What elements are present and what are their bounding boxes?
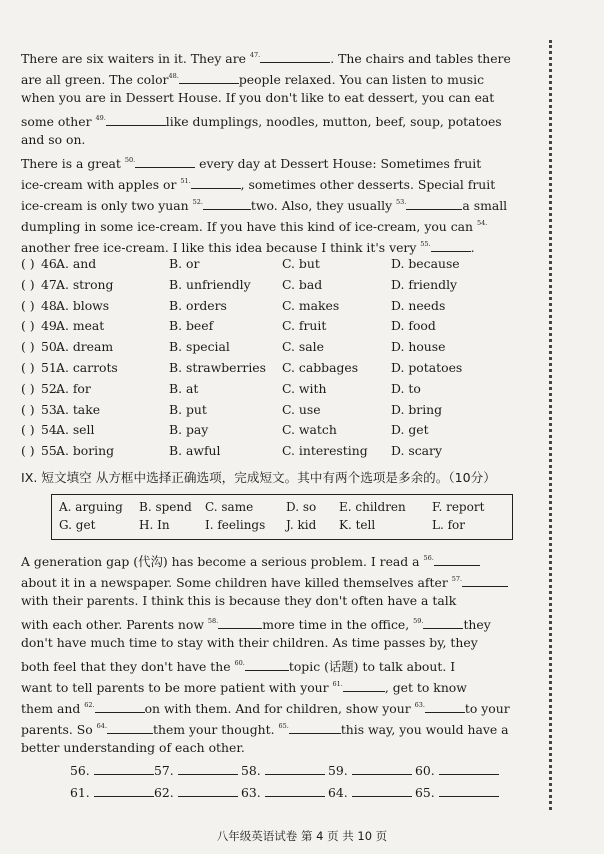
passage-text: There are six waiters in it. They are [21, 51, 250, 66]
passage-line [21, 66, 536, 87]
answer-item [154, 762, 238, 778]
option-c: C. makes [282, 297, 340, 313]
answer-blank[interactable] [425, 700, 465, 713]
passage-text: with their parents. I think this is because they don't often have a talk [21, 593, 457, 608]
answer-blank[interactable] [434, 553, 480, 566]
passage-line [21, 653, 536, 674]
answer-blank[interactable] [191, 176, 241, 189]
answer-paren[interactable]: ( ) [21, 443, 35, 459]
passage-text: . The chairs and tables there [330, 51, 511, 66]
passage-line [21, 45, 536, 66]
binding-line [549, 40, 552, 810]
passage-text: them and [21, 701, 85, 716]
passage-line [21, 129, 536, 150]
passage-text: and so on. [21, 132, 86, 147]
word-bank-option: A. arguing [59, 500, 123, 514]
passage-text: with each other. Parents now [21, 617, 208, 632]
blank-number: 50. [124, 156, 136, 164]
answer-paren[interactable]: ( ) [21, 401, 35, 417]
word-bank-option: E. children [339, 500, 406, 514]
option-d: D. friendly [391, 276, 458, 292]
blank-number: 55. [420, 240, 431, 248]
option-d: D. food [391, 318, 436, 334]
answer-line[interactable] [352, 784, 412, 797]
blank-number: 53. [396, 198, 407, 206]
option-d: D. house [391, 339, 446, 355]
answer-item [70, 784, 154, 800]
word-bank-option: F. report [432, 500, 485, 514]
answer-item [70, 762, 154, 778]
option-num: 54. [41, 422, 61, 438]
answer-line[interactable] [94, 762, 154, 775]
passage-line [21, 695, 536, 716]
answer-number: 62. [154, 785, 174, 800]
answer-paren[interactable]: ( ) [21, 359, 35, 375]
passage-line [21, 234, 536, 255]
answer-paren[interactable]: ( ) [21, 297, 35, 313]
answer-blank[interactable] [343, 679, 385, 692]
blank-number: 49. [95, 114, 106, 122]
passage-text: are all green. The color [21, 72, 169, 87]
passage-text: two. Also, they usually [250, 198, 397, 213]
option-d: D. to [391, 380, 421, 396]
answer-item [415, 784, 499, 800]
passage-line [21, 87, 536, 108]
answer-blank[interactable] [462, 574, 508, 587]
passage-text: parents. So [21, 722, 97, 737]
answer-item [241, 784, 325, 800]
answer-paren[interactable]: ( ) [21, 422, 35, 438]
option-c: C. interesting [282, 443, 368, 459]
word-bank-option: C. same [205, 500, 254, 514]
blank-number: 52. [192, 198, 203, 206]
blank-number: 64. [96, 722, 108, 730]
blank-number: 51. [180, 177, 191, 185]
option-b: B. pay [169, 422, 209, 438]
blank-number: 59. [413, 617, 424, 625]
word-bank-option: J. kid [286, 518, 317, 532]
word-bank-option: H. In [139, 518, 170, 532]
answer-blank[interactable] [260, 50, 330, 63]
passage-text: when you are in Dessert House. If you don't like to eat dessert, you can eat [21, 90, 495, 105]
passage-text: some other [21, 114, 96, 129]
answer-paren[interactable]: ( ) [21, 318, 35, 334]
answer-line[interactable] [178, 762, 238, 775]
passage-line [21, 569, 536, 590]
option-num: 51. [41, 359, 61, 375]
option-a: A. blows [56, 297, 110, 313]
passage-text: on with them. And for children, show your [144, 701, 415, 716]
option-b: B. awful [169, 443, 221, 459]
passage-line [21, 171, 536, 192]
option-b: B. at [169, 380, 199, 396]
answer-item [154, 784, 238, 800]
passage-dessert-house [21, 45, 536, 255]
blank-number: 54. [476, 219, 488, 227]
answer-blank[interactable] [203, 197, 251, 210]
passage-line [21, 108, 536, 129]
answer-line[interactable] [265, 784, 325, 797]
answer-paren[interactable]: ( ) [21, 256, 35, 271]
answer-item [415, 762, 499, 778]
option-c: C. use [282, 401, 321, 417]
option-c: C. but [282, 256, 320, 271]
option-d: D. potatoes [391, 359, 463, 375]
word-bank-option: I. feelings [205, 518, 266, 532]
answer-paren[interactable]: ( ) [21, 339, 35, 355]
answer-number: 61. [70, 785, 90, 800]
word-bank-box [51, 494, 513, 540]
answer-blank[interactable] [135, 155, 195, 168]
blank-number: 58. [207, 617, 219, 625]
passage-line [21, 716, 536, 737]
page-footer: 八年级英语试卷 第 4 页 共 10 页 [216, 829, 388, 843]
word-bank-option: G. get [59, 518, 96, 532]
answer-line[interactable] [178, 784, 238, 797]
option-b: B. strawberries [169, 359, 267, 375]
word-bank-option: B. spend [139, 500, 192, 514]
answer-blank[interactable] [95, 700, 145, 713]
option-num: 48. [41, 297, 61, 313]
option-num: 55. [41, 443, 61, 459]
option-b: B. special [169, 339, 230, 355]
answer-paren[interactable]: ( ) [21, 380, 35, 396]
passage-line [21, 213, 536, 234]
blank-number: 63. [414, 701, 425, 709]
answer-item [328, 762, 412, 778]
answer-number: 65. [415, 785, 435, 800]
passage-text: ice-cream is only two yuan [21, 198, 193, 213]
passage-line [21, 150, 536, 171]
answer-number: 57. [154, 763, 174, 778]
option-a: A. sell [56, 422, 95, 438]
answer-paren[interactable]: ( ) [21, 276, 35, 292]
passage-text: ice-cream with apples or [21, 177, 181, 192]
passage-text: . [470, 240, 475, 255]
option-a: A. and [56, 256, 97, 271]
answer-number: 63. [241, 785, 261, 800]
answer-line[interactable] [439, 762, 499, 775]
answer-number: 64. [328, 785, 348, 800]
blank-number: 47. [249, 51, 261, 59]
option-num: 47. [41, 276, 61, 292]
blank-number: 61. [332, 680, 343, 688]
word-bank-option: K. tell [339, 518, 376, 532]
passage-text: people relaxed. You can listen to music [238, 72, 485, 87]
answer-item [241, 762, 325, 778]
answer-blank[interactable] [289, 721, 341, 734]
answer-line[interactable] [94, 784, 154, 797]
passage-text: both feel that they don't have the [21, 659, 235, 674]
answer-line[interactable] [352, 762, 412, 775]
option-num: 50. [41, 339, 61, 355]
passage-text: them your thought. [153, 722, 279, 737]
option-a: A. meat [56, 318, 105, 334]
passage-text: about it in a newspaper. Some children have killed themselves after [21, 575, 452, 590]
passage-text: like dumplings, noodles, mutton, beef, soup, potatoes [165, 114, 502, 129]
answer-blank[interactable] [106, 113, 166, 126]
answer-line[interactable] [265, 762, 325, 775]
passage-line [21, 548, 536, 569]
passage-text: , sometimes other desserts. Special fruit [240, 177, 496, 192]
answer-blank[interactable] [218, 616, 262, 629]
passage-line [21, 192, 536, 213]
answer-number: 60. [415, 763, 435, 778]
option-a: A. strong [56, 276, 114, 292]
passage-text: a small [462, 198, 508, 213]
answer-line[interactable] [439, 784, 499, 797]
passage-text: There is a great [21, 156, 125, 171]
option-c: C. bad [282, 276, 323, 292]
blank-number: 60. [234, 659, 245, 667]
option-b: B. put [169, 401, 207, 417]
blank-number: 62. [84, 701, 95, 709]
answer-blank[interactable] [179, 71, 239, 84]
answer-blank[interactable] [431, 239, 471, 252]
answer-number: 56. [70, 763, 90, 778]
passage-line [21, 611, 536, 632]
passage-text: to your [464, 701, 510, 716]
option-d: D. because [391, 256, 460, 271]
passage-text: A generation gap (代沟) has become a serious problem. I read a [21, 554, 424, 569]
answer-blank[interactable] [107, 721, 153, 734]
passage-line [21, 737, 536, 758]
option-num: 46. [41, 256, 61, 271]
word-bank-option: D. so [286, 500, 317, 514]
option-a: A. take [56, 401, 101, 417]
option-b: B. beef [169, 318, 214, 334]
blank-number: 56. [423, 554, 434, 562]
section-ix-title: IX. 短文填空 从方框中选择正确选项，完成短文。其中有两个选项是多余的。（10分） [21, 470, 496, 485]
option-d: D. bring [391, 401, 443, 417]
passage-text: better understanding of each other. [21, 740, 245, 755]
blank-number: 48. [168, 72, 179, 80]
passage-text: don't have much time to stay with their children. As time passes by, they [21, 635, 478, 650]
passage-text: want to tell parents to be more patient with your [21, 680, 333, 695]
passage-text: another free ice-cream. I like this idea because I think it's very [21, 240, 421, 255]
passage-text: they [463, 617, 491, 632]
option-a: A. carrots [56, 359, 118, 375]
option-num: 49. [41, 318, 61, 334]
answer-item [328, 784, 412, 800]
option-d: D. get [391, 422, 429, 438]
passage-text: topic (话题) to talk about. I [288, 659, 456, 674]
answer-blank[interactable] [406, 197, 462, 210]
option-a: A. for [56, 380, 91, 396]
option-num: 52. [41, 380, 61, 396]
option-c: C. watch [282, 422, 337, 438]
option-a: A. dream [56, 339, 114, 355]
passage-generation-gap [21, 548, 536, 758]
option-b: B. or [169, 256, 200, 271]
passage-text: , get to know [384, 680, 467, 695]
answer-blank[interactable] [245, 658, 289, 671]
passage-line [21, 674, 536, 695]
passage-line [21, 590, 536, 611]
passage-text: this way, you would have a [340, 722, 509, 737]
option-a: A. boring [56, 443, 115, 459]
word-bank-option: L. for [432, 518, 465, 532]
passage-line [21, 632, 536, 653]
option-c: C. fruit [282, 318, 327, 334]
option-b: B. orders [169, 297, 227, 313]
answer-blank[interactable] [423, 616, 463, 629]
option-c: C. with [282, 380, 327, 396]
passage-text: more time in the office, [262, 617, 414, 632]
passage-text: dumpling in some ice-cream. If you have this kind of ice-cream, you can [21, 219, 477, 234]
option-num: 53. [41, 401, 61, 417]
answer-number: 59. [328, 763, 348, 778]
passage-text: every day at Dessert House: Sometimes fruit [195, 156, 482, 171]
option-c: C. sale [282, 339, 324, 355]
option-c: C. cabbages [282, 359, 359, 375]
option-b: B. unfriendly [169, 276, 251, 292]
answer-number: 58. [241, 763, 261, 778]
option-d: D. scary [391, 443, 442, 459]
blank-number: 57. [451, 575, 463, 583]
option-d: D. needs [391, 297, 446, 313]
blank-number: 65. [278, 722, 289, 730]
